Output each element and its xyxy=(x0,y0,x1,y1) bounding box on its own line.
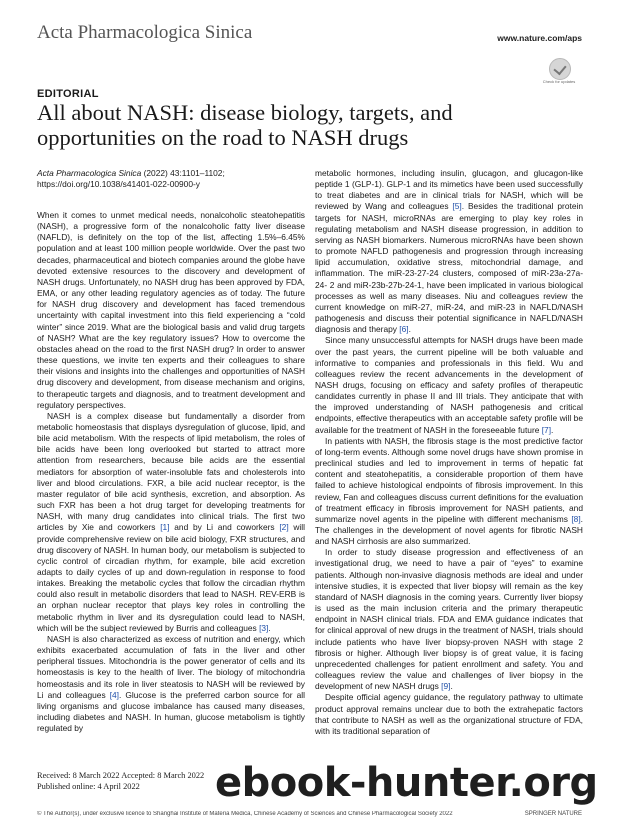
check-for-updates-label[interactable]: Check for updates xyxy=(542,79,576,84)
text: . xyxy=(408,324,411,335)
text: NASH is also characterized as excess of nutrition and energy, which exhibits exacerbated accumulation of fats in the liver and other peripheral tissues. Mitochondria is the power generator of cells and its homeostasis is key to the health of liver. The biology of mitochondria homeostasis and its role in liver steatosis to NASH will be reviewed by Li and colleagues xyxy=(37,633,305,700)
text: metabolic hormones, including insulin, glucagon, and glucagon-like peptide 1 (GLP-1). GLP-1 and its mimetics have been used successfully to treat diabetes and are in clinical trials for NASH, which will be reviewed by Wang and colleagues xyxy=(315,168,583,212)
watermark: ebook-hunter.org xyxy=(215,760,598,806)
reference-link[interactable]: [7] xyxy=(541,424,552,435)
reference-link[interactable]: [6] xyxy=(399,324,409,335)
right-column xyxy=(315,168,583,737)
doi-link[interactable]: https://doi.org/10.1038/s41401-022-00900-y xyxy=(37,179,200,190)
article-dates xyxy=(37,771,204,792)
text: . Glucose is the preferred carbon source for all living organisms and glucose imbalance has caused many diseases, including diabetes and NASH. In human, glucose metabolism is tightly regulated by xyxy=(37,689,305,734)
paragraph: When it comes to unmet medical needs, nonalcoholic steatohepatitis (NASH), a progressive form of the nonalcoholic fatty liver disease (NAFLD), is definitely on the top of the list, affecting 1.5%–6.45% population and at least 100 million people worldwide. Over the past two decades, pharmaceutical and biotech companies around the globe have devoted extensive resources to the discovery and development of NASH drugs. Unfortunately, no NASH drug has been approved by FDA, EMA, or any other leading regulatory agencies as of today. The future for NASH drug discovery and development has faced tremendous uncertainty with capital investment into this field experiencing a “cold winter” since 2019. What are the biological basis and valid drug targets of NASH? What are the key regulatory issues? How to overcome the obstacles ahead on the road to the first NASH drug? In order to answer these questions, we invite ten experts and their colleagues to share their visions and insights into the challenges and opportunities of NASH drug discovery and development, from disease mechanism and origins, to therapeutic targets and diagnosis, and to treatment development and regulatory perspectives. xyxy=(37,210,305,410)
text: and by Li and coworkers xyxy=(169,522,280,533)
journal-url[interactable]: www.nature.com/aps xyxy=(497,33,582,43)
left-column xyxy=(37,210,305,734)
text: Since many unsuccessful attempts for NASH drugs have been made over the past years, the current pipeline will be both valuable and informative to companies and professionals in this field. Wu and colleagues review the recent advancements in the development of NASH drugs, focusing on efficacy and safety profiles of therapeutic candidates currently in phase II and III trials. They anticipate that with the improved understanding of NASH pathogenesis and critical endpoints, effective therapeutics with an acceptable safety profile will be available for the treatment of NASH in the foreseeable future xyxy=(315,335,583,435)
received-accepted-date: Received: 8 March 2022 Accepted: 8 March 2022 xyxy=(37,771,205,780)
text: . xyxy=(450,681,453,692)
citation xyxy=(37,168,297,190)
published-date: Published online: 4 April 2022 xyxy=(37,781,140,791)
reference-link[interactable]: [9] xyxy=(441,681,451,692)
article-title: All about NASH: disease biology, targets, and opportunities on the road to NASH drugs xyxy=(37,100,453,150)
paragraph xyxy=(315,547,583,692)
citation-journal: Acta Pharmacologica Sinica xyxy=(37,168,142,178)
text: In patients with NASH, the fibrosis stage is the most predictive factor of long-term events. Although some novel drugs have shown promise in preclinical studies and led to improvement in terms of hepatic fat content and steatohepatitis, a considerable proportion of them have failed to achieve histological endpoints of fibrosis improvement. In this review, Fan and colleagues discuss current definitions for the evaluation of treatment efficacy in fibrosis improvement for NASH patients, and summarize novel agents in the pipeline with different mechanisms xyxy=(315,435,583,524)
check-for-updates-icon[interactable] xyxy=(549,58,571,80)
text: . The challenges in the development of novel agents for fibrotic NASH and NASH cirrhosis are also summarized. xyxy=(315,513,583,547)
paragraph xyxy=(37,634,305,734)
reference-link[interactable]: [4] xyxy=(109,689,119,700)
reference-link[interactable]: [8] xyxy=(571,513,581,524)
paragraph xyxy=(315,168,583,335)
text: will provide comprehensive review on bile acid biology, FXR structures, and drug discovery of NASH. In human body, our metabolism is subjected to cyclic control of circadian rhythm, for example, bile acid excretion adapts to daily cycles of up and down-regulation in response to food intakes. Breaking the metabolic cycles that follow the circadian rhythm could also result in metabolic disorders that lead to NASH. REV-ERB is an orphan nuclear receptor that plays key roles in controlling the metabolic rhythm in liver and its dysregulation could lead to NASH, which will be the subject reviewed by Burris and colleagues xyxy=(37,522,305,633)
text: . Besides the traditional protein targets for NASH, microRNAs are emerging to play key roles in regulating metabolism and NASH disease progression, in addition to serving as NASH biomarkers. Numerous microRNAs have been shown to promote NAFLD pathogenesis and progression through increasing lipid accumulation, oxidative stress, mitochondrial damage, and inflammation. The miR-23-27-24 clusters, composed of miR-23a-27a-24- 2 and miR-23b-27b-24-1, have been implicated in various biological processes as well as many diseases. Niu and colleagues review the current knowledge on miR-27, miR-24, and miR-23 in NAFLD/NASH pathogenesis and discuss their potential significance in NAFLD/NASH diagnosis and therapy xyxy=(315,201,583,335)
text: NASH is a complex disease but fundamentally a disorder from metabolic homeostasis that displays dysregulation of glucose, lipid, and bile acid metabolism. With the respects of lipid metabolism, the roles of bile acids have been long overlooked but started to attract more attention from researchers, because bile acids are the essential mediators for absorption of water-insoluble fats and cholesterols into liver and blood circulations. FXR, a bile acid nuclear receptor, is the master regulator of bile acid synthesis, excretion, and absorption. As such FXR has been a hot drug target for developing treatments for NASH, with many drug candidates into clinical trials. The first two articles by Xie and coworkers xyxy=(37,410,305,533)
text: . xyxy=(551,424,554,435)
paragraph xyxy=(37,411,305,634)
reference-link[interactable]: [2] xyxy=(279,522,289,533)
reference-link[interactable]: [1] xyxy=(160,522,170,533)
publisher-logo: SPRINGER NATURE xyxy=(524,811,582,817)
text: In order to study disease progression and effectiveness of an investigational drug, we need to have a pair of “eyes” to examine patients. Although non-invasive diagnosis methods are ideal and under intensive studies, it is expected that liver biopsy will remain as the key standard of NASH diagnosis in the coming years. Currently liver biopsy is used as the main inclusion criteria and the primary therapeutic endpoint in NASH clinical trials. FDA and EMA guidance indicates that for clinical approval of new drugs in the treatment of NASH, trials should include patients who have liver biopsy-proven NASH with stage 2 fibrosis or higher. Although liver biopsy is of great value, it is facing unprecedented challenges for patient enrollment and safety. You and colleagues review the value and challenges of liver biopsy in the development of new NASH drugs xyxy=(315,547,583,692)
section-label: EDITORIAL xyxy=(37,88,99,100)
citation-volume: (2022) 43:1101–1102; xyxy=(141,168,225,178)
reference-link[interactable]: [5] xyxy=(452,201,462,212)
reference-link[interactable]: [3] xyxy=(259,622,269,633)
text: . xyxy=(268,622,271,633)
journal-name: Acta Pharmacologica Sinica xyxy=(37,22,253,43)
paragraph: Despite official agency guidance, the regulatory pathway to ultimate product approval remains unclear due to both the extrahepatic factors that contribute to NASH as well as the organizational structure of FDA, with its traditional separation of xyxy=(315,692,583,736)
paragraph xyxy=(315,436,583,548)
paragraph xyxy=(315,335,583,435)
copyright-footer: © The Author(s), under exclusive licence to Shanghai Institute of Materia Medica, Chinese Academy of Sciences and Chinese Pharmacological Society 2022 xyxy=(37,811,453,817)
